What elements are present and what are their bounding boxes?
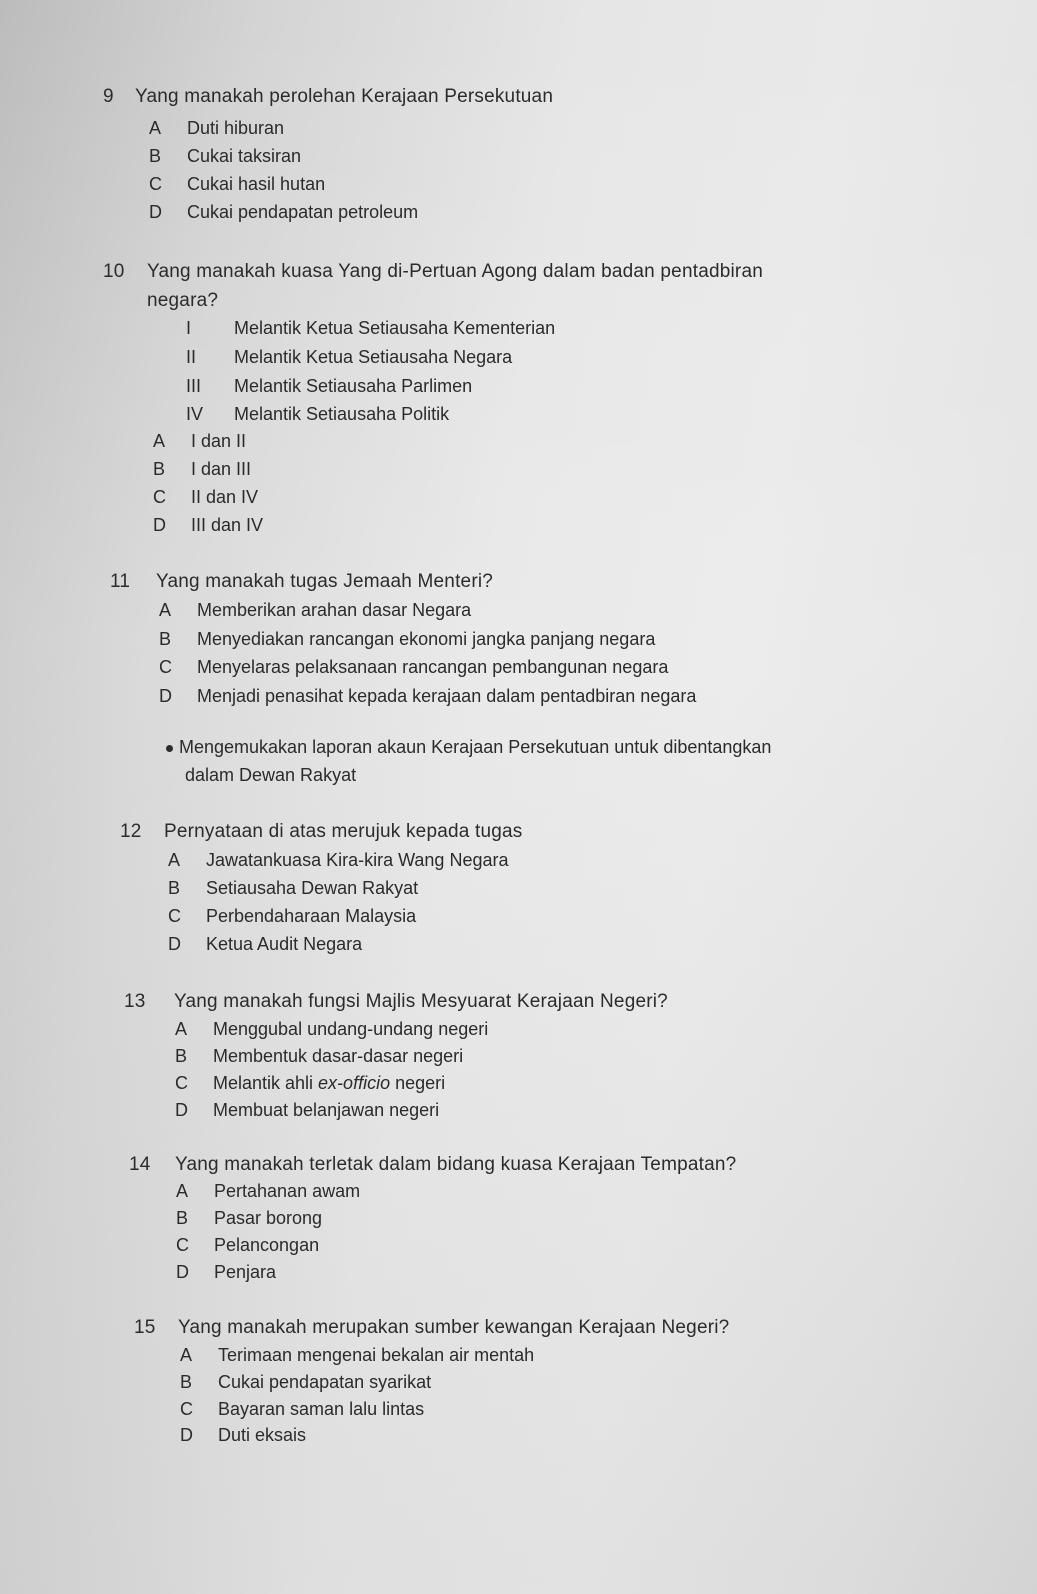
question-text: Yang manakah fungsi Majlis Mesyuarat Kerajaan Negeri? <box>174 991 668 1012</box>
option-letter: D <box>180 1425 193 1445</box>
option-letter: B <box>153 459 166 479</box>
option-letter: B <box>168 878 181 898</box>
option-text: Membuat belanjawan negeri <box>213 1100 440 1120</box>
q10-option-b <box>153 459 251 480</box>
option-text: Melantik ahli <box>213 1073 319 1093</box>
option-text: Menggubal undang-undang negeri <box>213 1019 489 1039</box>
option-letter: B <box>159 629 172 649</box>
q15-option-b <box>180 1372 431 1393</box>
statement-text: Melantik Setiausaha Parlimen <box>234 376 473 396</box>
option-text: Perbendaharaan Malaysia <box>206 906 417 926</box>
statement-numeral: II <box>186 347 197 367</box>
option-letter: D <box>159 686 172 706</box>
question-15-stem <box>134 1317 729 1339</box>
q10-option-a <box>153 431 246 452</box>
bullet-icon <box>166 745 173 752</box>
option-letter: D <box>168 934 181 954</box>
statement-text: Mengemukakan laporan akaun Kerajaan Persekutuan untuk dibentangkan <box>179 737 772 757</box>
option-letter: C <box>180 1399 193 1419</box>
option-letter: B <box>175 1046 188 1066</box>
statement-text: Melantik Ketua Setiausaha Kementerian <box>234 318 556 338</box>
option-text: Bayaran saman lalu lintas <box>218 1399 425 1419</box>
question-number: 14 <box>129 1154 151 1175</box>
q12-option-b <box>168 878 418 899</box>
option-letter: D <box>176 1262 189 1282</box>
option-text: Cukai taksiran <box>187 146 302 166</box>
option-text: Pelancongan <box>214 1235 320 1255</box>
q12-option-c <box>168 906 416 927</box>
q10-statement-1 <box>186 318 555 339</box>
option-text: Jawatankuasa Kira-kira Wang Negara <box>206 850 509 870</box>
option-letter: A <box>175 1019 188 1039</box>
q11-option-d <box>159 686 696 707</box>
option-letter: C <box>153 487 166 507</box>
question-text: Pernyataan di atas merujuk kepada tugas <box>164 821 523 842</box>
question-14-stem <box>129 1154 736 1176</box>
statement-numeral: IV <box>186 404 204 424</box>
statement-numeral: I <box>186 318 192 338</box>
option-text: Duti hiburan <box>187 118 285 138</box>
option-text: Menyelaras pelaksanaan rancangan pembangunan negara <box>197 657 669 677</box>
q14-option-d <box>176 1262 276 1283</box>
q15-option-a <box>180 1345 534 1366</box>
question-text: Yang manakah kuasa Yang di-Pertuan Agong dalam badan pentadbiran <box>147 261 763 282</box>
q11-option-a <box>159 600 471 621</box>
option-text: Terimaan mengenai bekalan air mentah <box>218 1345 535 1365</box>
q11-option-c <box>159 657 668 678</box>
option-text: Menyediakan rancangan ekonomi jangka panjang negara <box>197 629 656 649</box>
question-number: 12 <box>120 821 142 842</box>
option-letter: A <box>153 431 166 451</box>
question-text: Yang manakah tugas Jemaah Menteri? <box>156 571 494 592</box>
statement-text: Melantik Ketua Setiausaha Negara <box>234 347 513 367</box>
option-text: Membentuk dasar-dasar negeri <box>213 1046 464 1066</box>
option-letter: B <box>149 146 162 166</box>
option-text: Menjadi penasihat kepada kerajaan dalam pentadbiran negara <box>197 686 697 706</box>
q12-option-a <box>168 850 508 871</box>
option-text: Setiausaha Dewan Rakyat <box>206 878 419 898</box>
option-letter: B <box>176 1208 189 1228</box>
q10-statement-3 <box>186 376 472 397</box>
option-letter: A <box>168 850 181 870</box>
question-text: Yang manakah terletak dalam bidang kuasa Kerajaan Tempatan? <box>175 1154 737 1175</box>
option-letter: C <box>168 906 181 926</box>
option-text: II dan IV <box>191 487 259 507</box>
option-text: Pertahanan awam <box>214 1181 361 1201</box>
question-9-stem <box>103 86 553 108</box>
option-text: I dan II <box>191 431 247 451</box>
question-10-stem-cont: negara? <box>147 290 219 311</box>
q12-option-d <box>168 934 362 955</box>
option-text: III dan IV <box>191 515 264 535</box>
option-letter: B <box>180 1372 193 1392</box>
option-letter: D <box>175 1100 188 1120</box>
option-text: I dan III <box>191 459 252 479</box>
option-text: Memberikan arahan dasar Negara <box>197 600 472 620</box>
q14-option-a <box>176 1181 360 1202</box>
q14-option-c <box>176 1235 319 1256</box>
q10-statement-2 <box>186 347 512 368</box>
q13-option-d <box>175 1100 439 1121</box>
q10-option-d <box>153 515 263 536</box>
question-12-stem <box>120 821 522 843</box>
q9-option-d <box>149 202 418 223</box>
option-text-italic: ex-officio <box>318 1073 391 1093</box>
option-letter: C <box>159 657 172 677</box>
q12-statement-bullet <box>166 737 771 758</box>
question-11-stem <box>110 571 493 593</box>
q12-statement-cont: dalam Dewan Rakyat <box>185 765 357 785</box>
option-text: Duti eksais <box>218 1425 307 1445</box>
option-text: Cukai pendapatan syarikat <box>218 1372 432 1392</box>
option-text: Penjara <box>214 1262 277 1282</box>
question-13-stem <box>124 991 668 1013</box>
option-text: Cukai pendapatan petroleum <box>187 202 419 222</box>
option-letter: C <box>175 1073 188 1093</box>
option-letter: D <box>153 515 166 535</box>
option-text: Cukai hasil hutan <box>187 174 326 194</box>
statement-numeral: III <box>186 376 202 396</box>
option-letter: A <box>149 118 162 138</box>
q13-option-a <box>175 1019 488 1040</box>
option-text-end: negeri <box>390 1073 446 1093</box>
statement-text: Melantik Setiausaha Politik <box>234 404 450 424</box>
question-number: 9 <box>103 86 114 107</box>
question-text: Yang manakah merupakan sumber kewangan Kerajaan Negeri? <box>178 1317 730 1338</box>
question-text: Yang manakah perolehan Kerajaan Persekutuan <box>135 86 554 107</box>
q10-option-c <box>153 487 258 508</box>
q9-option-c <box>149 174 325 195</box>
option-letter: D <box>149 202 162 222</box>
q9-option-b <box>149 146 301 167</box>
question-number: 15 <box>134 1317 156 1338</box>
option-text: Pasar borong <box>214 1208 323 1228</box>
q13-option-b <box>175 1046 463 1067</box>
question-10-stem <box>103 261 763 283</box>
question-number: 13 <box>124 991 146 1012</box>
option-letter: A <box>176 1181 189 1201</box>
question-number: 11 <box>110 571 131 592</box>
q15-option-c <box>180 1399 424 1420</box>
option-letter: A <box>159 600 172 620</box>
option-letter: A <box>180 1345 193 1365</box>
q11-option-b <box>159 629 655 650</box>
q9-option-a <box>149 118 284 139</box>
option-letter: C <box>176 1235 189 1255</box>
option-text: Ketua Audit Negara <box>206 934 363 954</box>
question-number: 10 <box>103 261 125 282</box>
q15-option-d <box>180 1425 306 1446</box>
q13-option-c <box>175 1073 445 1094</box>
q10-statement-4 <box>186 404 449 425</box>
q14-option-b <box>176 1208 322 1229</box>
option-letter: C <box>149 174 162 194</box>
